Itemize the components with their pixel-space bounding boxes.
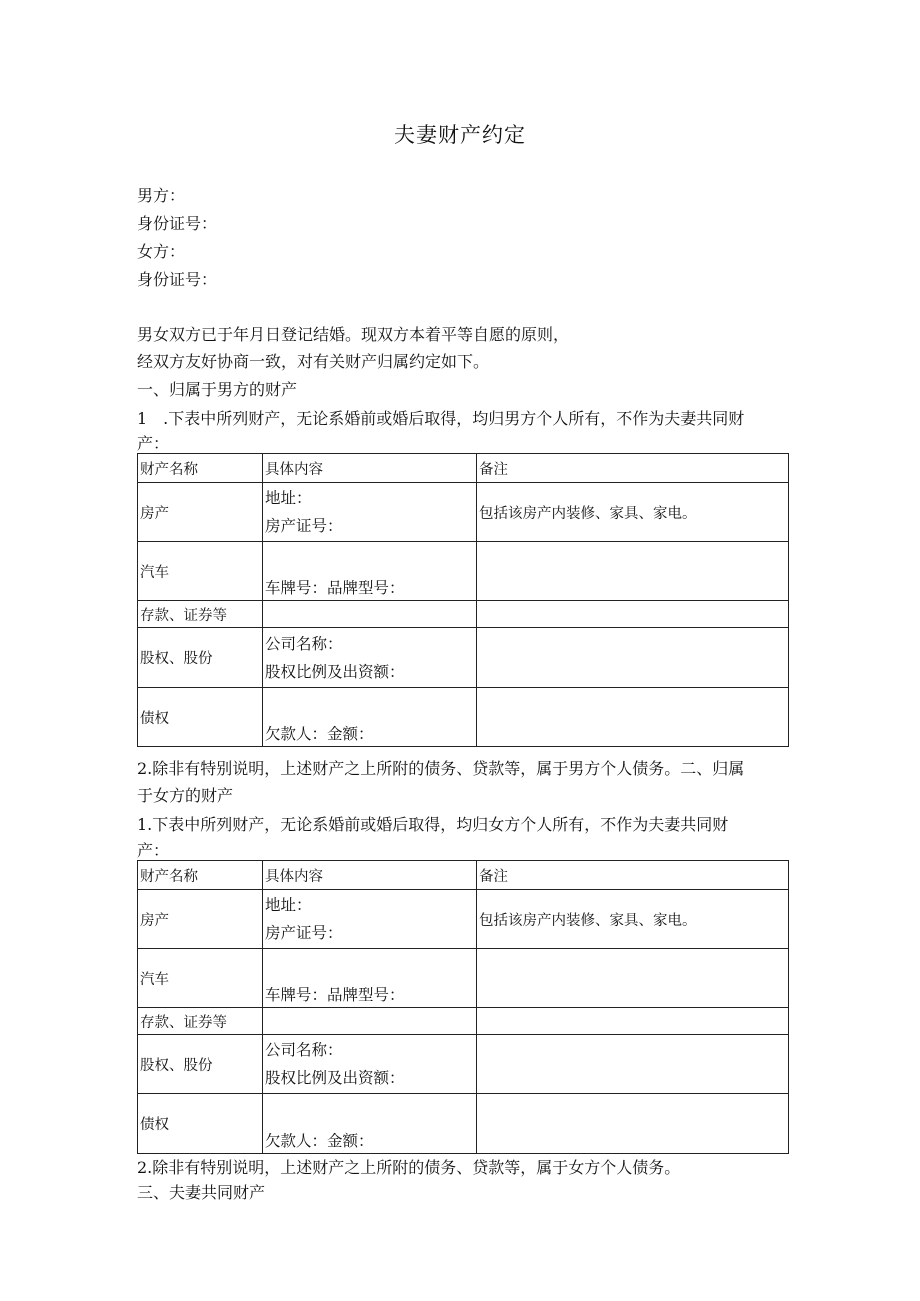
table-row-house bbox=[138, 483, 789, 542]
house-note: 包括该房产内装修、家具、家电。 bbox=[477, 483, 789, 542]
section1-heading: 一、归属于男方的财产 bbox=[137, 380, 298, 399]
row-label: 房产 bbox=[138, 483, 263, 542]
husband-name-field: 男方： bbox=[137, 186, 186, 205]
header-asset-name: 财产名称 bbox=[138, 454, 263, 483]
equity-company: 公司名称： bbox=[265, 1041, 343, 1059]
section1-item2-line2: 于女方的财产 bbox=[137, 786, 234, 805]
row-label: 债权 bbox=[138, 1094, 263, 1154]
wife-assets-table bbox=[137, 860, 789, 1154]
equity-note bbox=[477, 1035, 789, 1094]
header-details: 具体内容 bbox=[263, 861, 477, 890]
car-note bbox=[477, 542, 789, 601]
husband-assets-table bbox=[137, 453, 789, 747]
header-details: 具体内容 bbox=[263, 454, 477, 483]
house-note: 包括该房产内装修、家具、家电。 bbox=[477, 890, 789, 949]
table-row-savings bbox=[138, 601, 789, 628]
table-header-row bbox=[138, 454, 789, 483]
intro-line-1: 男女双方已于年月日登记结婚。现双方本着平等自愿的原则， bbox=[137, 325, 570, 344]
equity-details bbox=[263, 1035, 477, 1094]
house-details bbox=[263, 890, 477, 949]
intro-line-2: 经双方友好协商一致，对有关财产归属约定如下。 bbox=[137, 352, 490, 371]
row-label: 股权、股份 bbox=[138, 628, 263, 688]
row-label: 房产 bbox=[138, 890, 263, 949]
table-row-savings bbox=[138, 1008, 789, 1035]
equity-ratio: 股权比例及出资额： bbox=[265, 662, 405, 681]
header-asset-name: 财产名称 bbox=[138, 861, 263, 890]
row-label: 股权、股份 bbox=[138, 1035, 263, 1094]
table-row-equity bbox=[138, 1035, 789, 1094]
house-certificate: 房产证号： bbox=[265, 517, 343, 535]
section2-item1-line1: 1.下表中所列财产，无论系婚前或婚后取得，均归女方个人所有，不作为夫妻共同财 bbox=[137, 815, 729, 834]
document-title: 夫妻财产约定 bbox=[394, 123, 526, 147]
table-row-debt bbox=[138, 1094, 789, 1154]
savings-note bbox=[477, 601, 789, 628]
debt-note bbox=[477, 688, 789, 747]
table-row-debt bbox=[138, 688, 789, 747]
header-notes: 备注 bbox=[477, 454, 789, 483]
equity-note bbox=[477, 628, 789, 688]
row-label: 债权 bbox=[138, 688, 263, 747]
section3-heading: 三、夫妻共同财产 bbox=[137, 1183, 266, 1202]
car-details: 车牌号：品牌型号： bbox=[263, 542, 477, 601]
table-row-car bbox=[138, 542, 789, 601]
table-header-row bbox=[138, 861, 789, 890]
debt-details: 欠款人：金额： bbox=[263, 688, 477, 747]
section1-item2-line1: 2.除非有特别说明，上述财产之上所附的债务、贷款等，属于男方个人债务。二、归属 bbox=[137, 759, 745, 778]
savings-details bbox=[263, 1008, 477, 1035]
header-notes: 备注 bbox=[477, 861, 789, 890]
row-label: 汽车 bbox=[138, 949, 263, 1008]
wife-id-field: 身份证号： bbox=[137, 270, 218, 289]
savings-details bbox=[263, 601, 477, 628]
savings-note bbox=[477, 1008, 789, 1035]
section1-item1-line1: 1 .下表中所列财产，无论系婚前或婚后取得，均归男方个人所有，不作为夫妻共同财 bbox=[137, 409, 745, 428]
car-note bbox=[477, 949, 789, 1008]
section1-item1-line2: 产： bbox=[137, 434, 170, 453]
equity-ratio: 股权比例及出资额： bbox=[265, 1069, 405, 1087]
equity-details bbox=[263, 628, 477, 688]
house-certificate: 房产证号： bbox=[265, 924, 343, 942]
wife-name-field: 女方： bbox=[137, 242, 186, 261]
section2-item1-line2: 产： bbox=[137, 841, 170, 860]
equity-company: 公司名称： bbox=[265, 634, 343, 653]
row-label: 存款、证券等 bbox=[138, 1008, 263, 1035]
table-row-house bbox=[138, 890, 789, 949]
row-label: 汽车 bbox=[138, 542, 263, 601]
table-row-car bbox=[138, 949, 789, 1008]
house-address: 地址： bbox=[265, 489, 312, 507]
husband-id-field: 身份证号： bbox=[137, 214, 218, 233]
car-details: 车牌号：品牌型号： bbox=[263, 949, 477, 1008]
debt-details: 欠款人：金额： bbox=[263, 1094, 477, 1154]
section2-item2: 2.除非有特别说明，上述财产之上所附的债务、贷款等，属于女方个人债务。 bbox=[137, 1158, 681, 1177]
debt-note bbox=[477, 1094, 789, 1154]
house-details bbox=[263, 483, 477, 542]
table-row-equity bbox=[138, 628, 789, 688]
house-address: 地址： bbox=[265, 896, 312, 914]
row-label: 存款、证券等 bbox=[138, 601, 263, 628]
